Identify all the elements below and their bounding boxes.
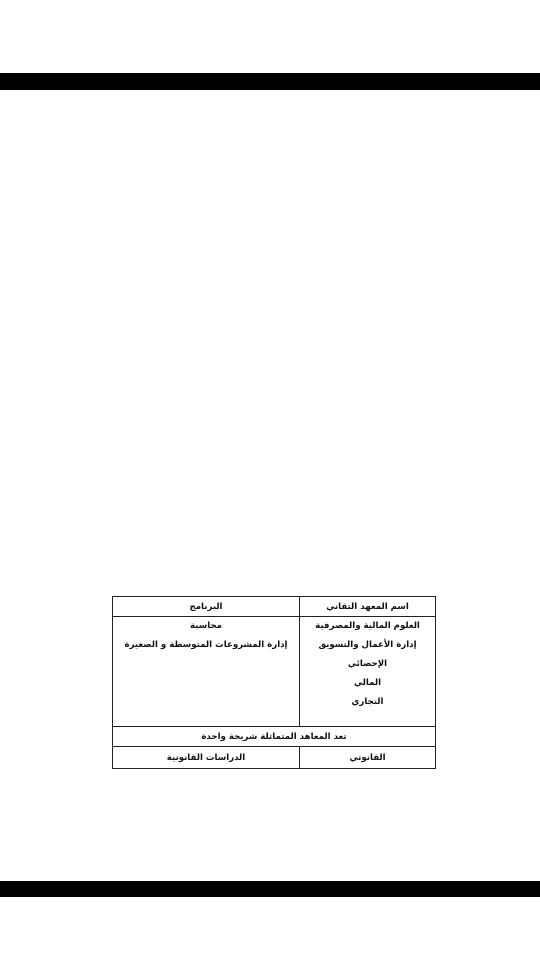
program-item: محاسبة: [190, 621, 222, 631]
document-page: [0, 90, 540, 881]
table-merged-note: تعد المعاهد المتماثلة شريحة واحدة: [113, 727, 436, 747]
table-institutes-cell: [300, 617, 436, 727]
bottom-black-bar: [0, 881, 540, 897]
table-last-institute: القانوني: [300, 747, 436, 769]
table-programs-cell: [113, 617, 300, 727]
institute-item: إدارة الأعمال والتسويق: [318, 640, 417, 650]
table-last-program: الدراسات القانونية: [113, 747, 300, 769]
program-item: إدارة المشروعات المتوسطة و الصغيرة: [124, 640, 288, 650]
table-header-program: البرنامج: [113, 597, 300, 617]
institute-item: التجاري: [351, 697, 384, 707]
institute-item: المالي: [353, 678, 382, 688]
institute-item: الإحصائي: [347, 659, 388, 669]
programs-table: [112, 596, 436, 769]
top-black-bar: [0, 73, 540, 90]
table-header-institute: اسم المعهد التقاني: [300, 597, 436, 617]
institute-item: العلوم المالية والمصرفية: [315, 621, 420, 631]
